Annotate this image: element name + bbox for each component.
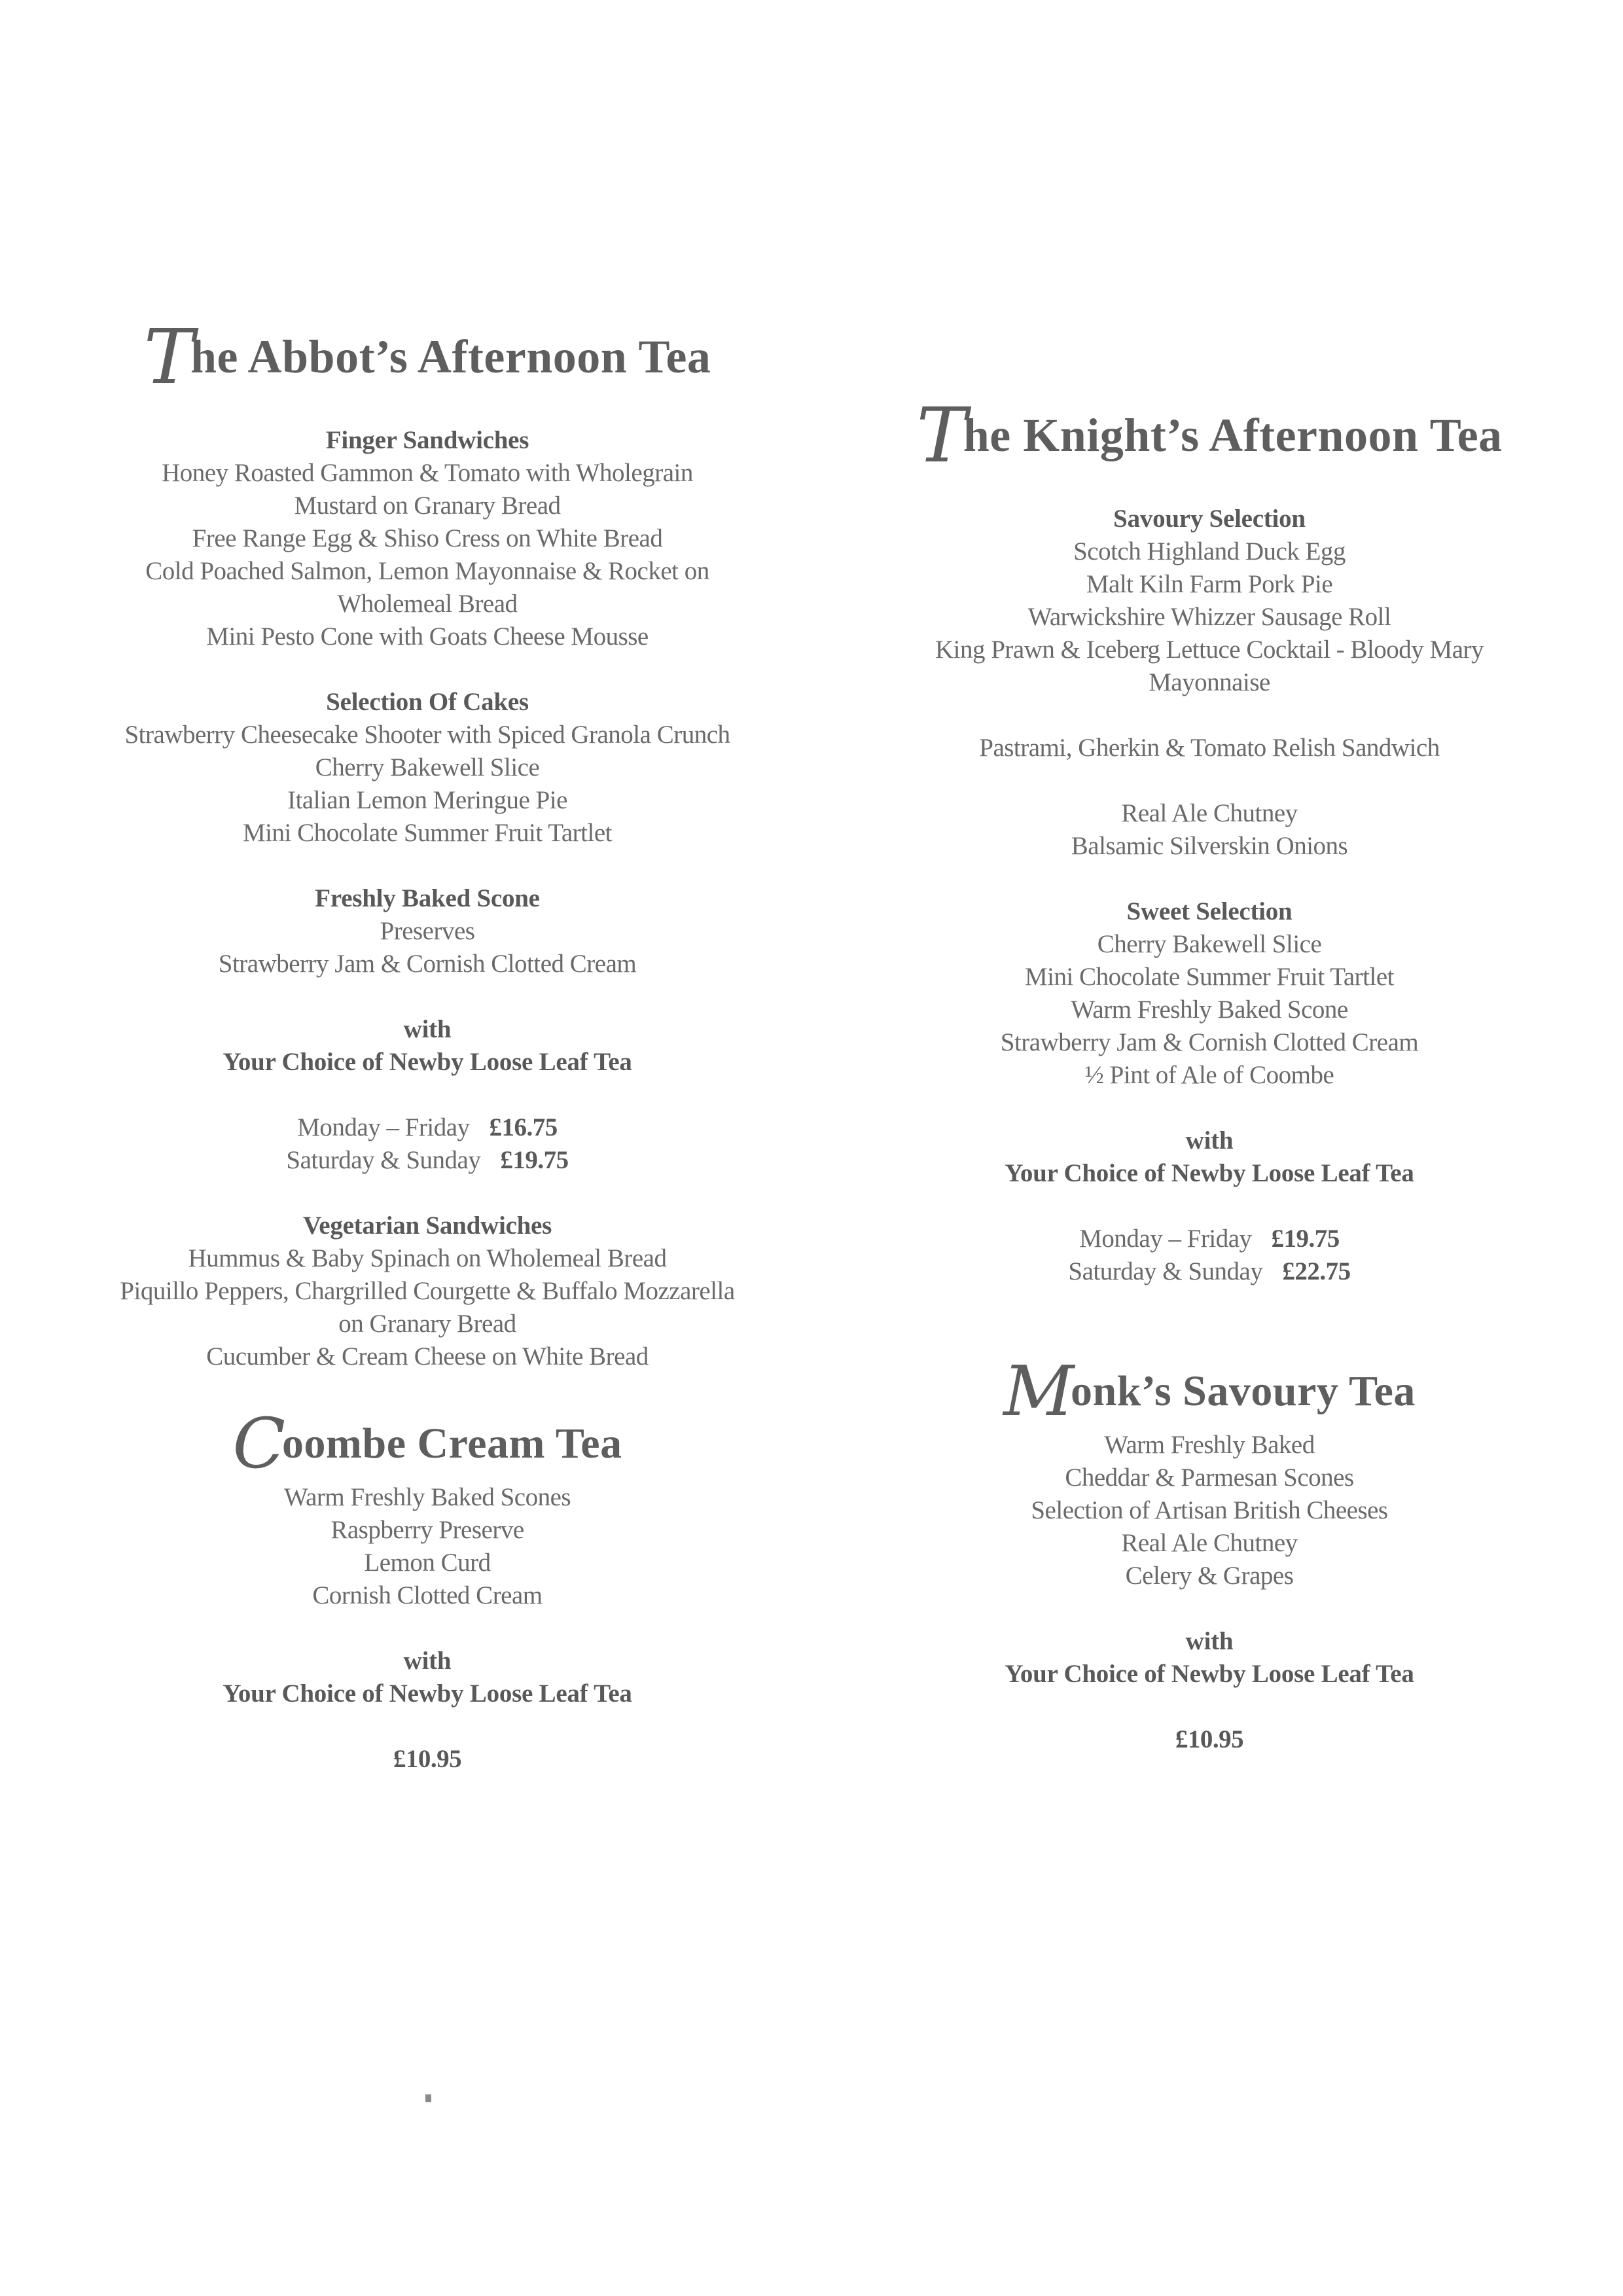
menu-line: Strawberry Jam & Cornish Clotted Cream [1000,1028,1419,1056]
menu-line: Strawberry Jam & Cornish Clotted Cream [218,950,637,978]
spacer [872,699,1546,732]
spacer [90,1079,764,1111]
spacer [872,863,1546,895]
section-heading: Freshly Baked Scone [315,884,540,912]
section-heading: Your Choice of Newby Loose Leaf Tea [223,1048,632,1076]
menu-title [872,1351,1546,1431]
price-value: £19.75 [500,1146,569,1174]
section-heading: Your Choice of Newby Loose Leaf Tea [1005,1660,1414,1688]
spacer [872,1190,1546,1223]
menu-line: Cold Poached Salmon, Lemon Mayonnaise & Rocket on [145,557,709,585]
menu-line: Selection of Artisan British Cheeses [1031,1496,1388,1524]
section-heading: with [403,1015,452,1043]
spacer [90,1710,764,1743]
menu-line: Pastrami, Gherkin & Tomato Relish Sandwich [979,734,1440,762]
price-value: £19.75 [1271,1225,1340,1253]
menu-line: Real Ale Chutney [1121,1529,1298,1557]
menu-title [90,1403,764,1484]
section-heading: Your Choice of Newby Loose Leaf Tea [223,1679,632,1708]
spacer [872,764,1546,797]
menu-line: Malt Kiln Farm Pork Pie [1086,570,1333,598]
price-value: £16.75 [489,1113,558,1141]
spacer [90,1177,764,1210]
menu-line: Cheddar & Parmesan Scones [1065,1463,1354,1492]
menu-line: Cherry Bakewell Slice [315,753,540,781]
menu-line: Cherry Bakewell Slice [1097,930,1322,958]
title-swash-initial: T [143,314,193,402]
menu-line: Warm Freshly Baked Scone [1071,996,1348,1024]
column-right [872,386,1546,1756]
spacer [872,1592,1546,1625]
column-left [90,308,764,1776]
menu-line: Celery & Grapes [1125,1562,1294,1590]
section-heading: Sweet Selection [1126,897,1293,925]
price-label: Saturday & Sunday [286,1146,481,1174]
menu-line: Mini Chocolate Summer Fruit Tartlet [243,819,612,847]
spacer [90,653,764,686]
spacer [90,980,764,1013]
price-row [90,1111,764,1144]
title-text: oombe Cream Tea [282,1420,622,1468]
section-heading: with [1185,1627,1234,1655]
menu-line: Wholemeal Bread [337,590,518,618]
menu-line: Cucumber & Cream Cheese on White Bread [206,1342,649,1371]
menu-line: Warm Freshly Baked [1104,1431,1315,1459]
title-swash-initial: T [916,392,966,480]
spacer [90,1612,764,1645]
menu-line: Honey Roasted Gammon & Tomato with Wholegrain [162,459,693,487]
menu-line: Mini Chocolate Summer Fruit Tartlet [1025,963,1394,991]
section-heading: with [403,1647,452,1675]
title-text: he Abbot’s Afternoon Tea [190,331,711,383]
spacer [90,850,764,882]
menu-line: Free Range Egg & Shiso Cress on White Bread [192,524,663,552]
menu-title [90,308,764,424]
menu-line: King Prawn & Iceberg Lettuce Cocktail - Bloody Mary [935,636,1484,664]
menu-line: Mayonnaise [1149,668,1270,696]
menu-line: on Granary Bread [338,1310,516,1338]
section-heading: Your Choice of Newby Loose Leaf Tea [1005,1159,1414,1187]
section-heading: Finger Sandwiches [325,426,529,454]
menu-title [872,386,1546,503]
menu-line: ½ Pint of Ale of Coombe [1084,1061,1334,1089]
price-amount: £10.95 [393,1745,462,1773]
price-value: £22.75 [1282,1257,1351,1285]
price-amount: £10.95 [1175,1725,1244,1753]
price-row [872,1255,1546,1288]
section-heading: with [1185,1126,1234,1155]
title-swash-initial: M [1003,1351,1073,1431]
menu-line: Mini Pesto Cone with Goats Cheese Mousse [206,622,649,651]
section-heading: Selection Of Cakes [326,688,529,716]
price-label: Monday – Friday [297,1113,470,1141]
menu-line: Balsamic Silverskin Onions [1071,832,1348,860]
price-row [90,1144,764,1177]
spacer [872,1288,1546,1354]
menu-line: Real Ale Chutney [1121,799,1298,827]
title-swash-initial: C [232,1403,285,1484]
price-label: Saturday & Sunday [1068,1257,1263,1285]
menu-line: Warm Freshly Baked Scones [283,1483,571,1511]
menu-line: Lemon Curd [364,1549,491,1577]
price-row [872,1223,1546,1255]
price-label: Monday – Friday [1079,1225,1252,1253]
menu-line: Strawberry Cheesecake Shooter with Spiced Granola Crunch [124,721,730,749]
menu-line: Cornish Clotted Cream [312,1581,543,1609]
section-heading: Vegetarian Sandwiches [302,1211,552,1240]
menu-line: Preserves [380,917,475,945]
menu-line: Mustard on Granary Bread [294,492,561,520]
menu-line: Raspberry Preserve [330,1516,524,1544]
title-text: he Knight’s Afternoon Tea [963,409,1503,461]
stray-mark [425,2094,431,2102]
menu-line: Italian Lemon Meringue Pie [287,786,567,814]
menu-line: Warwickshire Whizzer Sausage Roll [1027,603,1391,631]
spacer [90,1373,764,1406]
menu-line: Scotch Highland Duck Egg [1073,537,1346,565]
title-text: onk’s Savoury Tea [1071,1367,1416,1416]
spacer [872,1092,1546,1124]
menu-line: Piquillo Peppers, Chargrilled Courgette & Buffalo Mozzarella [120,1277,735,1305]
menu-line: Hummus & Baby Spinach on Wholemeal Bread [188,1244,667,1272]
spacer [872,1691,1546,1723]
section-heading: Savoury Selection [1113,505,1306,533]
